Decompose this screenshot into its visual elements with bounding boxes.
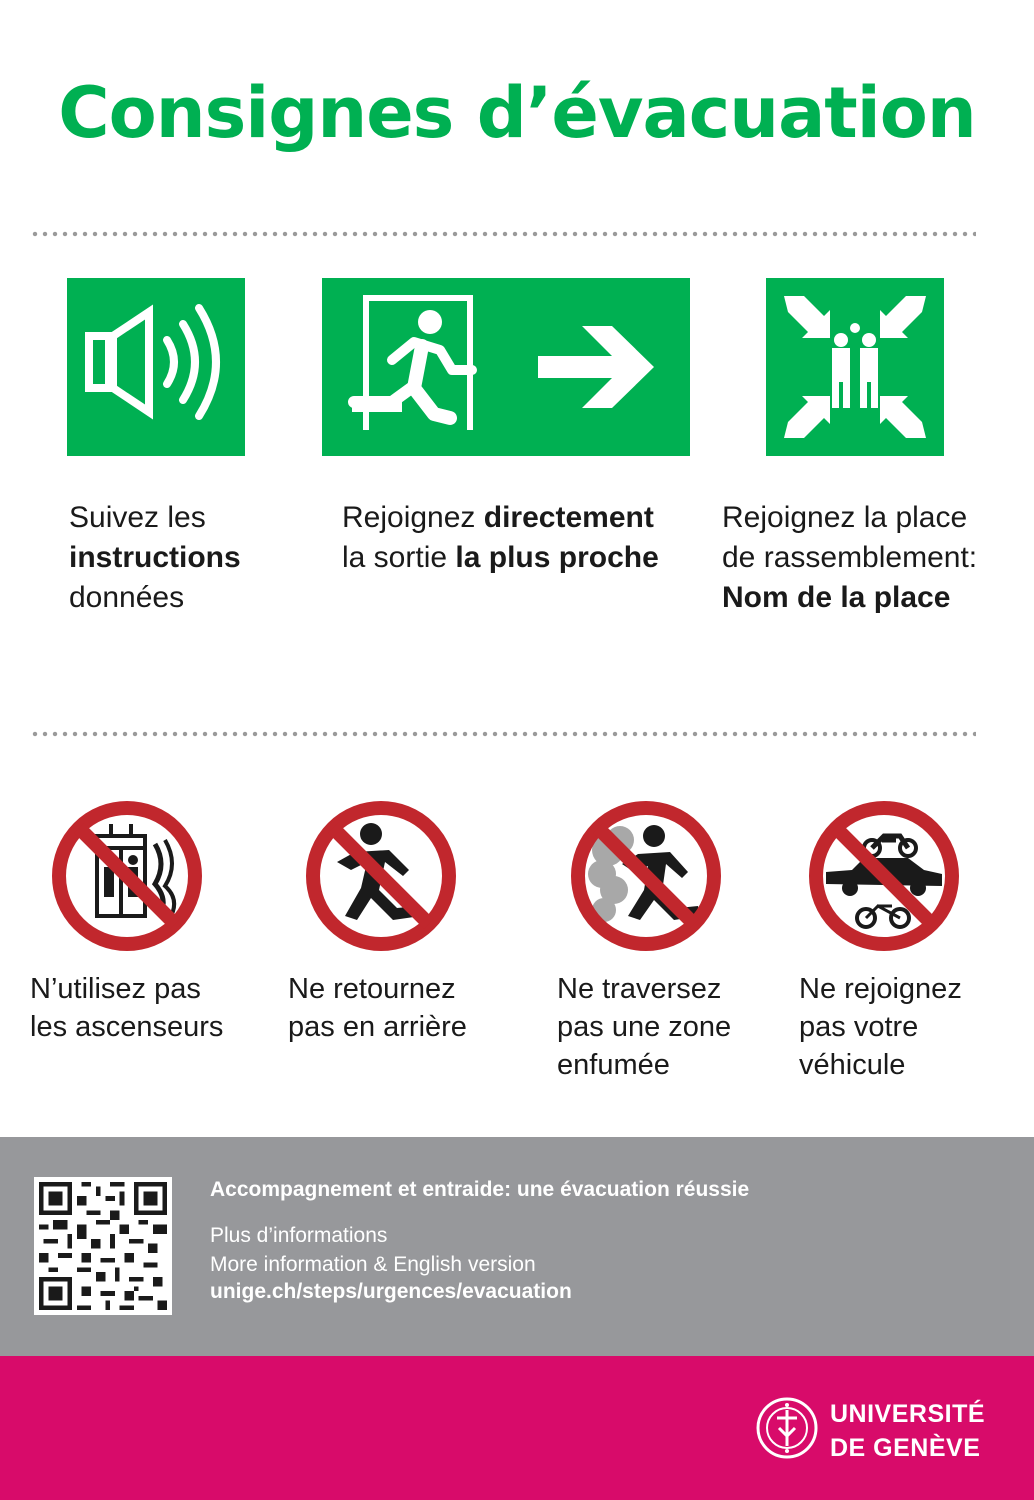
footer-info-en: More information & English version [210,1253,536,1276]
prohibition-line: Ne retournez [288,973,456,1005]
instruction-text: la sortie [342,541,448,574]
prohibition-line: pas en arrière [288,1011,467,1043]
prohibition-line: pas votre [799,1011,919,1043]
no-elevator-icon [51,800,203,952]
prohibition-line: Ne traversez [557,973,722,1005]
qr-code[interactable] [34,1177,172,1315]
prohibition-line: enfumée [557,1049,670,1081]
instruction-bold: instructions [69,541,241,574]
footer-headline: Accompagnement et entraide: une évacuation réussie [210,1178,750,1201]
instruction-bold: directement [483,501,654,534]
prohibition-line: N’utilisez pas [30,973,201,1005]
university-seal-icon [755,1396,819,1460]
qr-code-icon [34,1177,172,1315]
no-smoke-zone-icon [570,800,722,952]
prohibition-text-go-back [288,970,467,1046]
instruction-text: Suivez les [69,501,206,534]
dotted-divider [30,231,976,237]
prohibition-line: les ascenseurs [30,1011,224,1043]
instruction-text: Rejoignez [342,501,476,534]
instruction-text-exit [342,498,659,578]
footer-url-link[interactable]: unige.ch/steps/urgences/evacuation [210,1280,572,1303]
dotted-divider [30,731,976,737]
no-vehicle-icon [808,800,960,952]
page-title: Consignes d’évacuation [58,72,976,154]
instruction-text: Rejoignez la place de rassemblement: [722,501,978,574]
prohibition-line: Ne rejoignez [799,973,962,1005]
university-name-line2: DE GENÈVE [830,1434,981,1462]
no-going-back-icon [305,800,457,952]
prohibition-text-vehicle [799,970,962,1084]
prohibition-text-smoke [557,970,731,1084]
emergency-exit-icon [322,278,690,456]
prohibition-line: pas une zone [557,1011,732,1043]
instruction-text-follow [69,498,241,618]
instruction-text-assembly [722,498,1002,618]
instruction-bold: Nom de la place [722,581,951,614]
prohibition-text-elevator [30,970,223,1046]
university-name-line1: UNIVERSITÉ [830,1400,986,1428]
footer-info-fr: Plus d’informations [210,1224,388,1247]
assembly-point-icon [766,278,944,456]
alarm-speaker-icon [67,278,245,456]
prohibition-line: véhicule [799,1049,906,1081]
instruction-text: données [69,581,185,614]
instruction-bold: la plus proche [455,541,659,574]
